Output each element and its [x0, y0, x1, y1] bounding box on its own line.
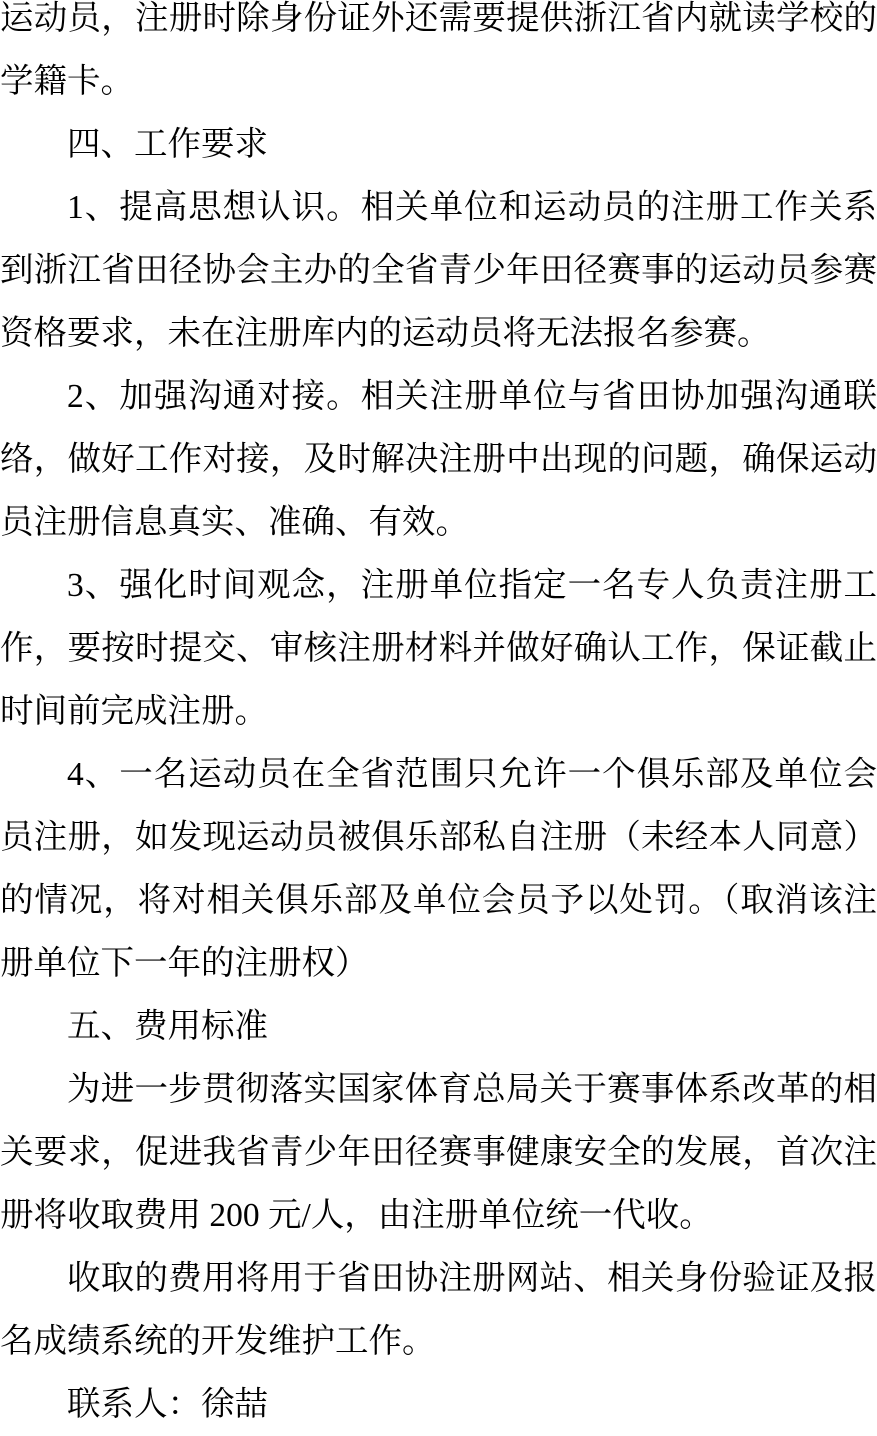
section-heading-work-requirements: 四、工作要求	[67, 126, 268, 163]
paragraph-fee-detail: 为进一步贯彻落实国家体育总局关于赛事体系改革的相关要求，促进我省青少年田径赛事健康安全的发展，首次注册将收取费用 200 元/人，由注册单位统一代收。	[0, 1071, 877, 1234]
paragraph-contact-person: 联系人：徐喆	[67, 1386, 268, 1423]
paragraph-item-1: 1、提高思想认识。相关单位和运动员的注册工作关系到浙江省田径协会主办的全省青少年田径赛事的运动员参赛资格要求，未在注册库内的运动员将无法报名参赛。	[0, 189, 877, 352]
section-heading-fee-standard: 五、费用标准	[67, 1008, 268, 1045]
paragraph-fee-usage: 收取的费用将用于省田协注册网站、相关身份验证及报名成绩系统的开发维护工作。	[0, 1260, 877, 1360]
paragraph-item-2: 2、加强沟通对接。相关注册单位与省田协加强沟通联络，做好工作对接，及时解决注册中出现的问题，确保运动员注册信息真实、准确、有效。	[0, 378, 877, 541]
paragraph-item-3: 3、强化时间观念，注册单位指定一名专人负责注册工作，要按时提交、审核注册材料并做好确认工作，保证截止时间前完成注册。	[0, 567, 877, 730]
paragraph-continuation: 运动员，注册时除身份证外还需要提供浙江省内就读学校的学籍卡。	[0, 0, 877, 100]
paragraph-item-4: 4、一名运动员在全省范围只允许一个俱乐部及单位会员注册，如发现运动员被俱乐部私自注册（未经本人同意）的情况，将对相关俱乐部及单位会员予以处罚。（取消该注册单位下一年的注册权）	[0, 756, 877, 982]
